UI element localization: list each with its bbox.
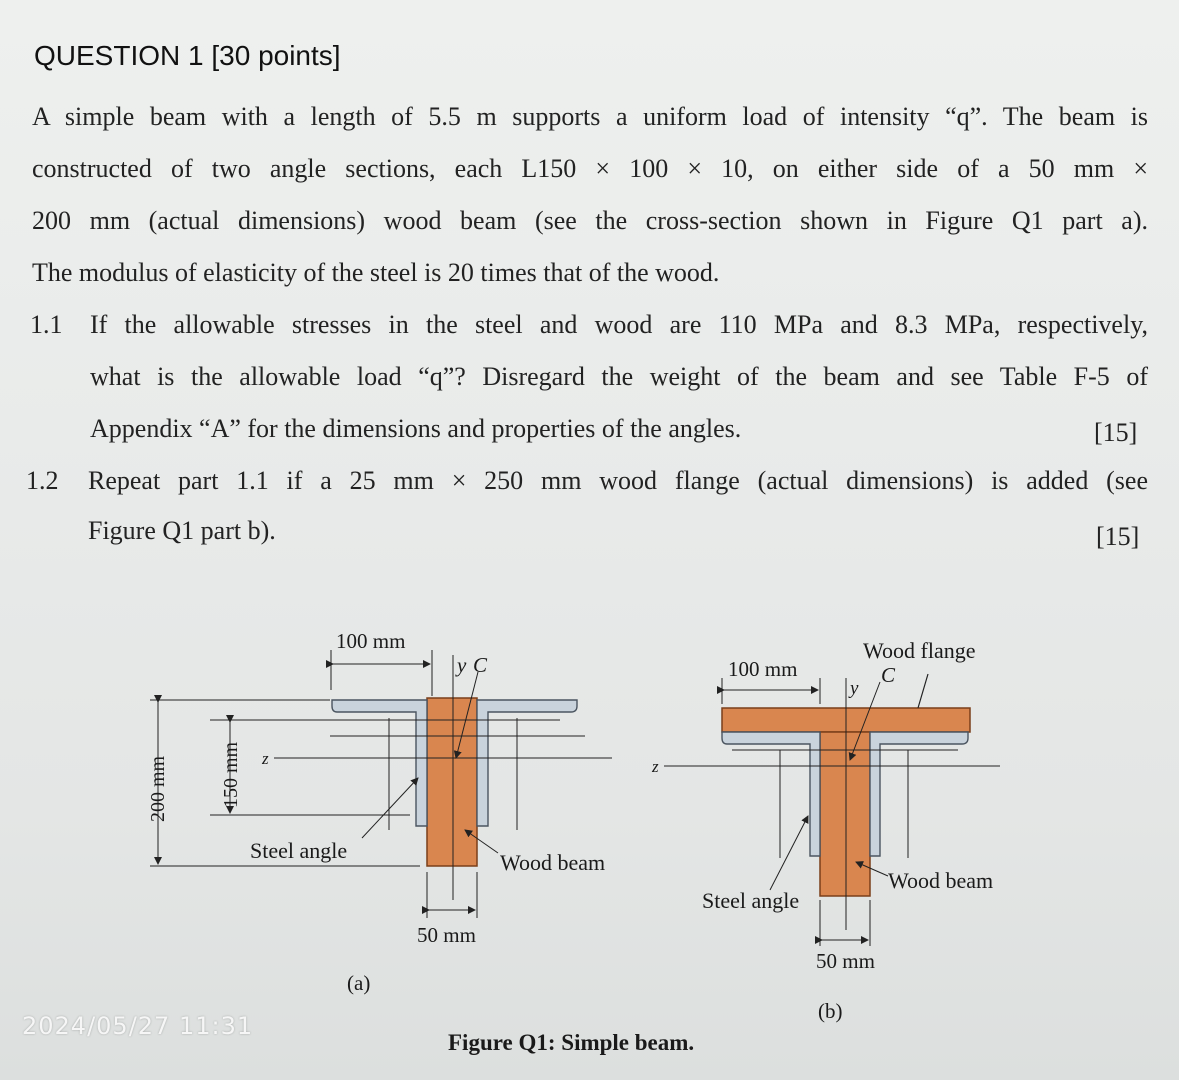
wood-beam-b xyxy=(820,732,870,896)
wood-beam-a xyxy=(427,698,477,866)
label-100mm-a: 100 mm xyxy=(336,629,406,653)
part-1-2-number: 1.2 xyxy=(26,466,59,495)
figure-q1 xyxy=(0,600,1179,1030)
label-50mm-b: 50 mm xyxy=(816,949,875,973)
steel-angle-right-b xyxy=(870,732,968,856)
question-title: QUESTION 1 [30 points] xyxy=(34,40,341,71)
label-wood-beam-b: Wood beam xyxy=(888,868,994,893)
label-steel-angle-b: Steel angle xyxy=(702,888,800,913)
label-wood-beam-a: Wood beam xyxy=(500,850,606,875)
label-100mm-b: 100 mm xyxy=(728,657,798,681)
label-z-a: z xyxy=(262,749,269,768)
label-z-b: z xyxy=(652,757,659,776)
photo-timestamp: 2024/05/27 11:31 xyxy=(22,1012,254,1040)
intro-line-3: 200 mm (actual dimensions) wood beam (see the cross-section shown in Figure Q1 part a). xyxy=(32,206,1148,235)
steel-angle-right-a xyxy=(477,700,577,826)
steel-angle-left-a xyxy=(332,700,427,826)
part-1-1-line-2: what is the allowable load “q”? Disregard the weight of the beam and see Table F-5 of xyxy=(90,362,1148,391)
label-200mm-a: 200 mm xyxy=(147,755,169,822)
part-1-2-marks: [15] xyxy=(1096,522,1140,551)
part-1-1-number: 1.1 xyxy=(30,310,63,339)
label-y-a: y xyxy=(457,653,467,677)
label-c-a: C xyxy=(473,653,488,677)
label-wood-flange-b: Wood flange xyxy=(863,638,976,663)
label-sub-a: (a) xyxy=(347,971,371,995)
part-1-2-line-1: Repeat part 1.1 if a 25 mm × 250 mm wood flange (actual dimensions) is added (see xyxy=(88,466,1148,495)
label-steel-angle-a: Steel angle xyxy=(250,838,348,863)
part-1-2-line-2: Figure Q1 part b). xyxy=(88,516,276,545)
figure-caption: Figure Q1: Simple beam. xyxy=(448,1030,695,1055)
intro-line-4: The modulus of elasticity of the steel is 20 times that of the wood. xyxy=(32,258,720,287)
part-1-1-marks: [15] xyxy=(1094,418,1138,447)
figure-part-b xyxy=(651,638,1000,1023)
label-y-b: y xyxy=(850,678,859,699)
label-50mm-a: 50 mm xyxy=(417,923,476,947)
label-150mm-a: 150 mm xyxy=(220,741,242,808)
intro-line-1: A simple beam with a length of 5.5 m supports a uniform load of intensity “q”. The beam is xyxy=(32,102,1148,131)
label-sub-b: (b) xyxy=(818,999,843,1023)
intro-line-2: constructed of two angle sections, each L150 × 100 × 10, on either side of a 50 mm × xyxy=(32,154,1148,183)
figure-part-a xyxy=(147,629,612,995)
steel-angle-left-b xyxy=(722,732,820,856)
part-1-1-line-3: Appendix “A” for the dimensions and properties of the angles. xyxy=(90,414,742,443)
part-1-1-line-1: If the allowable stresses in the steel and wood are 110 MPa and 8.3 MPa, respectively, xyxy=(90,310,1148,339)
label-c-b: C xyxy=(881,663,896,687)
